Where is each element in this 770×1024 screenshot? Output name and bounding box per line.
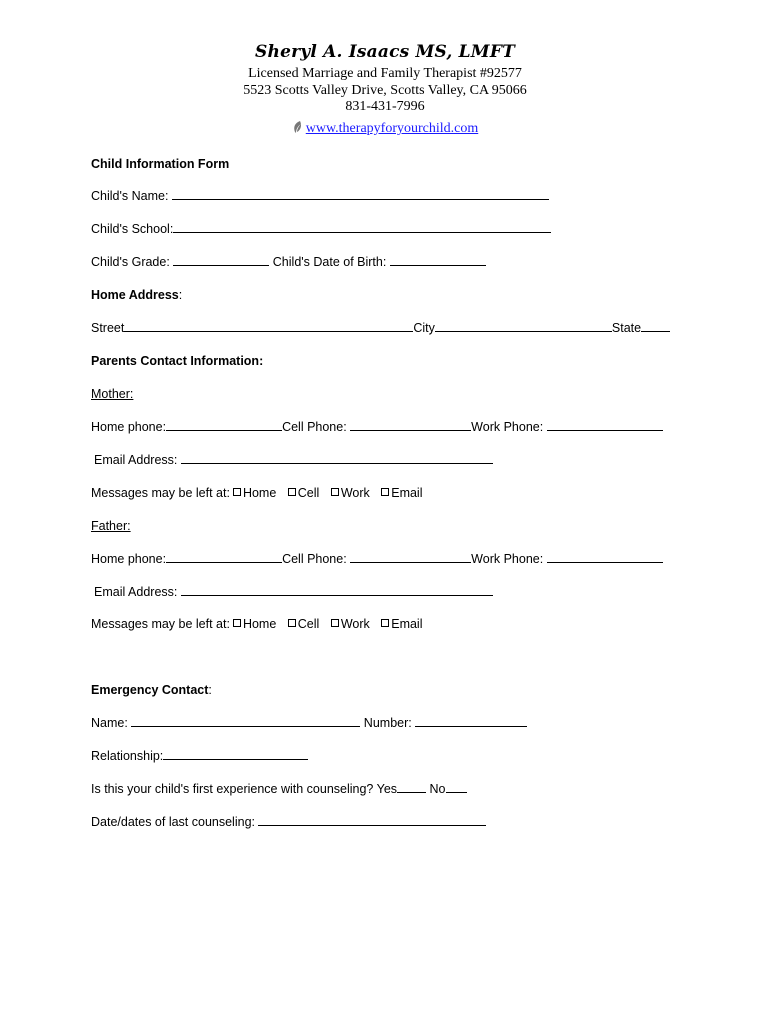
mother-email-checkbox[interactable] <box>381 488 389 496</box>
last-counseling-row <box>91 814 486 830</box>
childs-dob-field[interactable] <box>390 254 486 266</box>
mother-cell-option: Cell <box>297 486 320 500</box>
first-experience-no-label: No <box>429 782 446 796</box>
father-cell-checkbox[interactable] <box>288 619 296 627</box>
website-link[interactable]: www.therapyforyourchild.com <box>305 121 479 136</box>
father-cell-phone-label: Cell Phone: <box>282 552 347 566</box>
mother-email-label: Email Address: <box>94 453 178 467</box>
childs-dob-label: Child's Date of Birth: <box>272 255 387 269</box>
mother-home-checkbox[interactable] <box>233 488 241 496</box>
emergency-contact-heading <box>91 682 212 698</box>
father-email-label: Email Address: <box>94 585 178 599</box>
mother-phones-row <box>91 419 663 435</box>
childs-school-field[interactable] <box>173 221 551 233</box>
father-home-option: Home <box>242 617 277 631</box>
mother-email-field[interactable] <box>181 452 493 464</box>
form-title: Child Information Form <box>91 157 230 171</box>
state-label: State <box>611 321 642 335</box>
street-field[interactable] <box>124 320 413 332</box>
last-counseling-field[interactable] <box>258 814 486 826</box>
father-cell-phone-field[interactable] <box>350 551 471 563</box>
mother-work-option: Work <box>340 486 370 500</box>
father-heading: Father: <box>91 519 131 533</box>
emergency-contact-colon: : <box>208 683 212 697</box>
mother-email-row <box>94 452 493 468</box>
childs-school-row <box>91 221 551 237</box>
father-cell-option: Cell <box>297 617 320 631</box>
father-messages-label: Messages may be left at: <box>91 617 230 631</box>
mother-messages-row <box>91 485 423 501</box>
first-experience-label: Is this your child's first experience with counseling? Yes <box>91 782 398 796</box>
website-line <box>0 120 770 139</box>
mother-work-phone-label: Work Phone: <box>471 420 544 434</box>
grade-dob-row <box>91 254 486 270</box>
father-home-phone-label: Home phone: <box>91 552 167 566</box>
home-address-label: Home Address <box>91 288 179 302</box>
mother-heading: Mother: <box>91 387 134 401</box>
father-work-phone-label: Work Phone: <box>471 552 544 566</box>
therapist-license: Licensed Marriage and Family Therapist #92577 <box>248 66 522 81</box>
childs-grade-label: Child's Grade: <box>91 255 170 269</box>
home-address-heading <box>91 287 182 303</box>
father-email-field[interactable] <box>181 584 493 596</box>
mother-cell-checkbox[interactable] <box>288 488 296 496</box>
father-work-checkbox[interactable] <box>331 619 339 627</box>
mother-home-phone-field[interactable] <box>166 419 282 431</box>
emergency-contact-label: Emergency Contact <box>91 683 209 697</box>
father-email-checkbox[interactable] <box>381 619 389 627</box>
relationship-label: Relationship: <box>91 749 164 763</box>
childs-name-field[interactable] <box>172 188 549 200</box>
street-label: Street <box>91 321 125 335</box>
mother-messages-label: Messages may be left at: <box>91 486 230 500</box>
mother-home-option: Home <box>242 486 277 500</box>
father-home-checkbox[interactable] <box>233 619 241 627</box>
city-field[interactable] <box>435 320 612 332</box>
father-work-phone-field[interactable] <box>547 551 663 563</box>
last-counseling-label: Date/dates of last counseling: <box>91 815 255 829</box>
mother-work-checkbox[interactable] <box>331 488 339 496</box>
father-phones-row <box>91 551 663 567</box>
first-experience-no-field[interactable] <box>446 781 467 793</box>
city-label: City <box>413 321 435 335</box>
emergency-name-row <box>91 715 527 731</box>
emergency-number-field[interactable] <box>415 715 527 727</box>
emergency-name-label: Name: <box>91 716 128 730</box>
relationship-row <box>91 748 308 764</box>
father-email-row <box>94 584 493 600</box>
relationship-field[interactable] <box>163 748 308 760</box>
father-work-option: Work <box>340 617 370 631</box>
childs-name-label: Child's Name: <box>91 189 169 203</box>
leaf-icon <box>292 120 303 139</box>
father-home-phone-field[interactable] <box>166 551 282 563</box>
first-experience-row <box>91 781 467 797</box>
first-experience-yes-field[interactable] <box>397 781 426 793</box>
father-email-option: Email <box>391 617 423 631</box>
therapist-name: Sheryl A. Isaacs MS, LMFT <box>255 42 515 62</box>
parents-contact-heading: Parents Contact Information: <box>91 354 264 368</box>
mother-home-phone-label: Home phone: <box>91 420 167 434</box>
emergency-name-field[interactable] <box>131 715 360 727</box>
home-address-colon: : <box>178 288 183 302</box>
father-messages-row <box>91 616 423 632</box>
mother-cell-phone-label: Cell Phone: <box>282 420 347 434</box>
childs-school-label: Child's School: <box>91 222 174 236</box>
mother-work-phone-field[interactable] <box>547 419 663 431</box>
emergency-number-label: Number: <box>363 716 412 730</box>
mother-email-option: Email <box>391 486 423 500</box>
childs-grade-field[interactable] <box>173 254 269 266</box>
mother-cell-phone-field[interactable] <box>350 419 471 431</box>
therapist-phone: 831-431-7996 <box>345 99 425 114</box>
state-field[interactable] <box>641 320 670 332</box>
childs-name-row <box>91 188 549 204</box>
therapist-address: 5523 Scotts Valley Drive, Scotts Valley, CA 95066 <box>243 83 527 98</box>
street-row <box>91 320 670 336</box>
